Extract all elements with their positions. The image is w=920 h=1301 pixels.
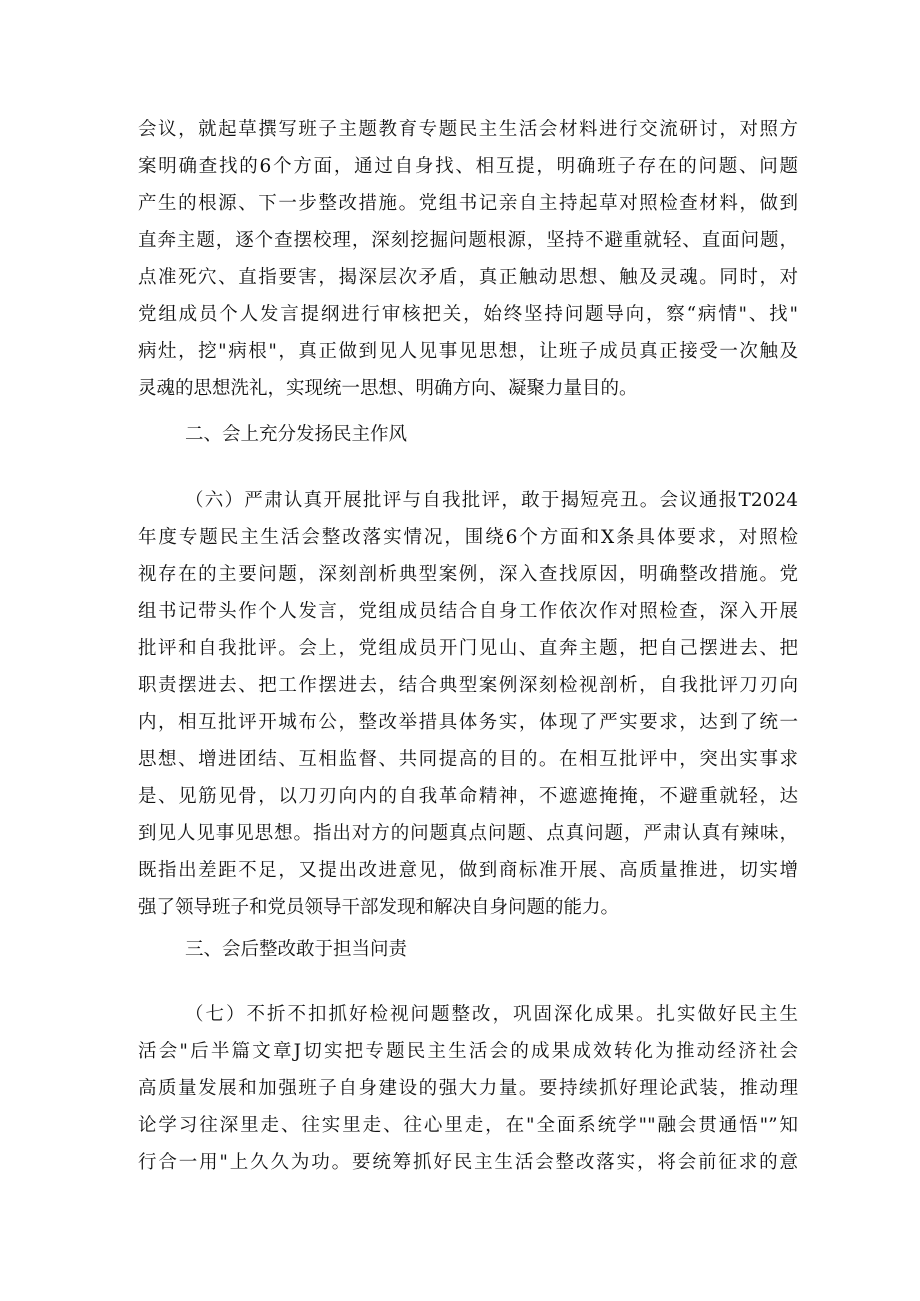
paragraph-3-line-5: 行合一用"上久久为功。要统筹抓好民主生活会整改落实，将会前征求的意 <box>138 1152 798 1173</box>
section-heading-2: 二、会上充分发扬民主作风 <box>185 424 408 445</box>
paragraph-1-line-1: 会议，就起草撰写班子主题教育专题民主生活会材料进行交流研讨，对照方 <box>138 119 798 140</box>
paragraph-3-line-3: 高质量发展和加强班子自身建设的强大力量。要持续抓好理论武装，推动理 <box>138 1078 798 1099</box>
paragraph-2-line-10: 到见人见事见思想。指出对方的问题真点问题、点真问题，严肃认真有辣味， <box>138 823 798 844</box>
paragraph-1-line-4: 直奔主题，逐个查摆校理，深刻挖掘问题根源，坚持不避重就轻、直面问题， <box>138 230 798 251</box>
paragraph-3 <box>138 996 798 1181</box>
paragraph-1 <box>138 111 798 407</box>
section-heading-3: 三、会后整改敢于担当问责 <box>185 939 408 960</box>
paragraph-2-line-2: 年度专题民主生活会整改落实情况，围绕6个方面和X条具体要求，对照检 <box>138 527 798 548</box>
paragraph-1-line-3: 产生的根源、下一步整改措施。党组书记亲自主持起草对照检查材料，做到 <box>138 193 798 214</box>
paragraph-2-line-3: 视存在的主要问题，深刻剖析典型案例，深入查找原因，明确整改措施。党 <box>138 564 798 585</box>
paragraph-3-line-1: （七）不折不扣抓好检视问题整改，巩固深化成果。扎实做好民主生 <box>185 1004 798 1025</box>
paragraph-2-line-8: 思想、增进团结、互相监督、共同提高的目的。在相互批评中，突出实事求 <box>138 749 798 770</box>
paragraph-2-line-11: 既指出差距不足，又提出改进意见，做到商标准开展、高质量推进，切实增 <box>138 860 798 881</box>
paragraph-3-line-2: 活会"后半篇文章J切实把专题民主生活会的成果成效转化为推动经济社会 <box>138 1041 798 1062</box>
paragraph-1-line-2: 案明确查找的6个方面，通过自身找、相互提，明确班子存在的问题、问题 <box>138 156 798 177</box>
paragraph-1-line-5: 点准死穴、直指要害，揭深层次矛盾，真正触动思想、触及灵魂。同时，对 <box>138 267 798 288</box>
paragraph-2 <box>138 482 798 926</box>
paragraph-2-line-12: 强了领导班子和党员领导干部发现和解决自身问题的能力。 <box>138 897 620 918</box>
paragraph-3-line-4: 论学习往深里走、往实里走、往心里走，在"全面系统学""融会贯通悟"”知 <box>138 1115 798 1136</box>
paragraph-1-line-6: 党组成员个人发言提纲进行审核把关，始终坚持问题导向，察“病情"、找" <box>138 304 798 325</box>
paragraph-2-line-5: 批评和自我批评。会上，党组成员开门见山、直奔主题，把自己摆进去、把 <box>138 638 798 659</box>
paragraph-1-line-7: 病灶，挖"病根"，真正做到见人见事见思想，让班子成员真正接受一次触及 <box>138 341 798 362</box>
paragraph-2-line-1: （六）严肃认真开展批评与自我批评，敢于揭短亮丑。会议通报T2024 <box>185 490 798 511</box>
paragraph-1-line-8: 灵魂的思想洗礼，实现统一思想、明确方向、凝聚力量目的。 <box>138 378 638 399</box>
paragraph-2-line-4: 组书记带头作个人发言，党组成员结合自身工作依次作对照检查，深入开展 <box>138 601 798 622</box>
paragraph-2-line-7: 内，相互批评开城布公，整改举措具体务实，体现了严实要求，达到了统一 <box>138 712 798 733</box>
paragraph-2-line-9: 是、见筋见骨，以刀刃向内的自我革命精神，不遮遮掩掩，不避重就轻，达 <box>138 786 798 807</box>
paragraph-2-line-6: 职责摆进去、把工作摆进去，结合典型案例深刻检视剖析，自我批评刀刃向 <box>138 675 798 696</box>
